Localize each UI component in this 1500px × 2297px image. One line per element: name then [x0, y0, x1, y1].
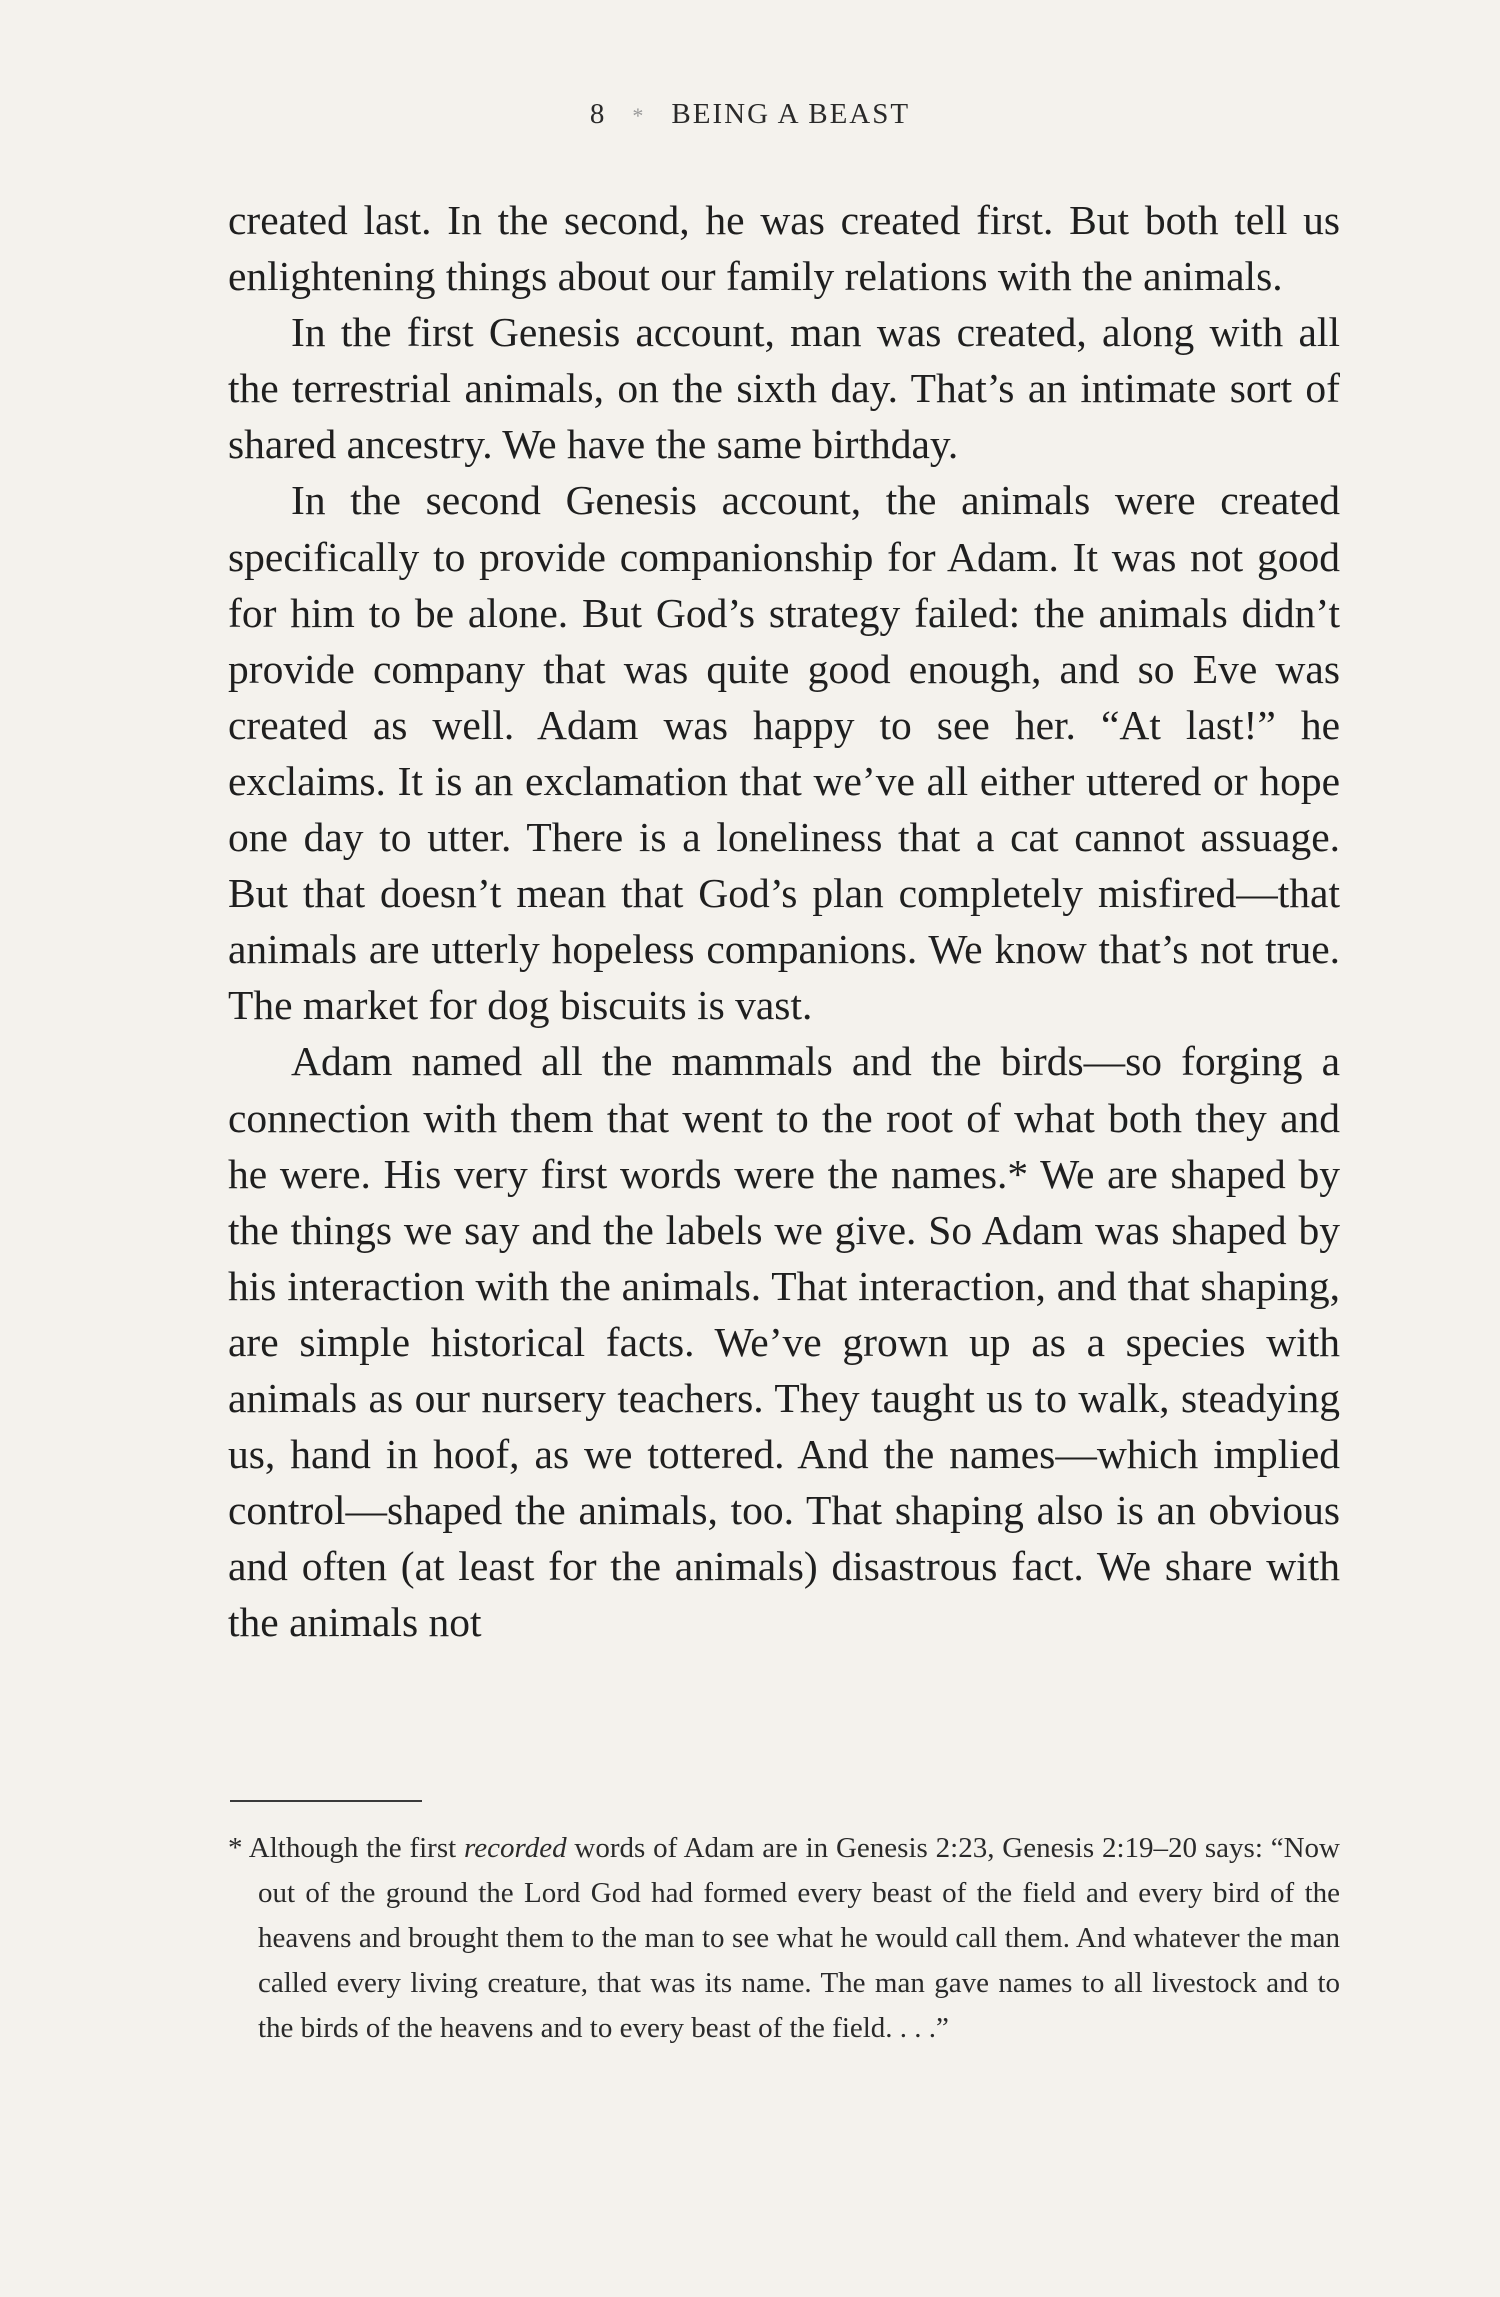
- body-text: [228, 192, 1340, 1650]
- footnote-marker: *: [228, 1832, 243, 1864]
- footnote-divider: [230, 1800, 422, 1802]
- paragraph-1: created last. In the second, he was created first. But both tell us enlightening things about our family relations with the animals.: [228, 197, 1340, 300]
- footnote-text-before: Although the first: [248, 1832, 465, 1864]
- footnote: [228, 1826, 1340, 2051]
- paragraph-2: In the first Genesis account, man was created, along with all the terrestrial animals, on the sixth day. That’s an intimate sort of shared ancestry. We have the same birthday.: [228, 309, 1340, 468]
- footnote-body: [228, 1826, 1340, 2051]
- paragraph-3: In the second Genesis account, the animals were created specifically to provide companionship for Adam. It was not good for him to be alone. But God’s strategy failed: the animals didn’t provide company that was quite good enough, and so Eve was created as well. Adam was happy to see her. “At last!” he exclaims. It is an exclamation that we’ve all either uttered or hope one day to utter. There is a loneliness that a cat cannot assuage. But that doesn’t mean that God’s plan completely misfired—that animals are utterly hopeless companions. We know that’s not true. The market for dog biscuits is vast.: [228, 477, 1340, 1029]
- book-title: BEING A BEAST: [671, 98, 911, 130]
- footnote-emphasis: recorded: [464, 1832, 567, 1864]
- running-head: [0, 98, 1500, 131]
- footnote-text-after: words of Adam are in Genesis 2:23, Genesis 2:19–20 says: “Now out of the ground the Lord God had formed every beast of the field and every bird of the heavens and brought them to the man to see what he would call them. And whatever the man called every living creature, that was its name. The man gave names to all livestock and to the birds of the heavens and to every beast of the field. . . .”: [258, 1832, 1340, 2044]
- ornament-icon: *: [632, 103, 646, 128]
- paragraph-4: Adam named all the mammals and the birds—so forging a connection with them that went to the root of what both they and he were. His very first words were the names.* We are shaped by the things we say and the labels we give. So Adam was shaped by his interaction with the animals. That interaction, and that shaping, are simple historical facts. We’ve grown up as a species with animals as our nursery teachers. They taught us to walk, steadying us, hand in hoof, as we tottered. And the names—which implied control—shaped the animals, too. That shaping also is an obvious and often (at least for the animals) disastrous fact. We share with the animals not: [228, 1038, 1340, 1646]
- page-number: 8: [589, 98, 607, 130]
